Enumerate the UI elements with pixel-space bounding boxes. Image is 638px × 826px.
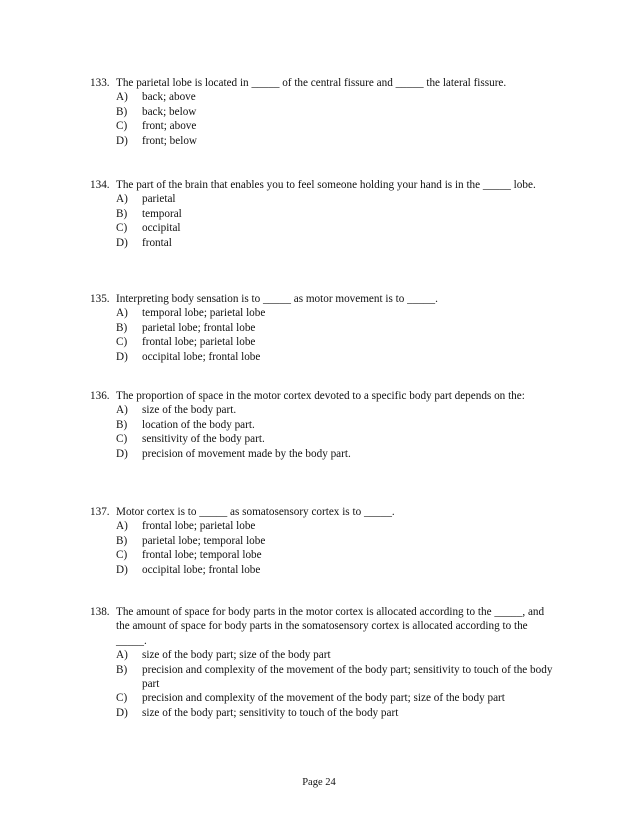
option-text: location of the body part. — [142, 418, 255, 431]
option-text: temporal — [142, 207, 182, 220]
option-text: occipital — [142, 222, 181, 235]
answer-option-c — [116, 432, 560, 446]
answer-option-d — [116, 563, 560, 577]
answer-option-a — [116, 519, 560, 533]
answer-option-a — [116, 192, 560, 206]
question-text: The part of the brain that enables you to feel someone holding your hand is in the _____ lobe. — [116, 179, 536, 191]
question-stem — [90, 605, 560, 648]
question-number: 136. — [90, 390, 110, 402]
question-stem — [90, 505, 560, 519]
question-stem — [90, 76, 560, 90]
option-letter: C) — [116, 222, 128, 235]
answer-option-b — [116, 663, 560, 692]
question-133 — [90, 76, 560, 148]
option-text: frontal lobe; parietal lobe — [142, 336, 256, 349]
answer-option-b — [116, 321, 560, 335]
option-letter: B) — [116, 534, 128, 547]
option-letter: A) — [116, 193, 128, 206]
option-text: front; below — [142, 134, 197, 147]
option-text: parietal lobe; temporal lobe — [142, 534, 266, 547]
answer-option-c — [116, 221, 560, 235]
answer-option-a — [116, 403, 560, 417]
option-text: size of the body part. — [142, 404, 237, 417]
answer-option-a — [116, 648, 560, 662]
answer-options — [90, 306, 560, 364]
answer-options — [90, 403, 560, 461]
option-text: precision and complexity of the movement of the body part; sensitivity to touch of the body part — [142, 663, 553, 691]
answer-option-b — [116, 207, 560, 221]
question-stem — [90, 389, 560, 403]
answer-options — [90, 648, 560, 720]
answer-option-d — [116, 236, 560, 250]
option-letter: A) — [116, 649, 128, 662]
option-text: size of the body part; sensitivity to touch of the body part — [142, 706, 399, 719]
answer-options — [90, 192, 560, 250]
option-letter: D) — [116, 447, 128, 460]
answer-option-d — [116, 350, 560, 364]
option-letter: C) — [116, 692, 128, 705]
question-text: The amount of space for body parts in the motor cortex is allocated according to the _____, and the amount of space for body parts in the somatosensory cortex is allocated according to the _____. — [116, 606, 545, 647]
option-letter: A) — [116, 91, 128, 104]
option-letter: A) — [116, 307, 128, 320]
answer-options — [90, 519, 560, 577]
option-letter: C) — [116, 433, 128, 446]
option-letter: D) — [116, 563, 128, 576]
answer-option-d — [116, 706, 560, 720]
answer-option-c — [116, 548, 560, 562]
option-text: occipital lobe; frontal lobe — [142, 350, 261, 363]
option-text: sensitivity of the body part. — [142, 433, 265, 446]
option-letter: B) — [116, 663, 128, 676]
question-text: The proportion of space in the motor cortex devoted to a specific body part depends on the: — [116, 390, 525, 402]
answer-option-b — [116, 418, 560, 432]
option-letter: B) — [116, 321, 128, 334]
question-number: 138. — [90, 606, 110, 618]
option-letter: C) — [116, 120, 128, 133]
question-number: 133. — [90, 77, 110, 89]
option-letter: B) — [116, 207, 128, 220]
option-text: precision and complexity of the movement of the body part; size of the body part — [142, 692, 505, 705]
question-136 — [90, 389, 560, 461]
option-text: precision of movement made by the body part. — [142, 447, 351, 460]
option-letter: B) — [116, 418, 128, 431]
question-138 — [90, 605, 560, 720]
option-text: back; above — [142, 91, 196, 104]
question-stem — [90, 292, 560, 306]
question-text: The parietal lobe is located in _____ of the central fissure and _____ the lateral fissure. — [116, 77, 507, 89]
option-text: occipital lobe; frontal lobe — [142, 563, 261, 576]
option-text: parietal — [142, 193, 176, 206]
option-letter: D) — [116, 134, 128, 147]
question-137 — [90, 505, 560, 577]
option-text: back; below — [142, 105, 197, 118]
option-letter: D) — [116, 350, 128, 363]
answer-option-c — [116, 691, 560, 705]
option-letter: C) — [116, 549, 128, 562]
question-134 — [90, 178, 560, 250]
question-number: 134. — [90, 179, 110, 191]
option-text: parietal lobe; frontal lobe — [142, 321, 256, 334]
option-text: frontal lobe; parietal lobe — [142, 520, 256, 533]
page-number: Page 24 — [302, 777, 336, 788]
option-letter: B) — [116, 105, 128, 118]
answer-option-a — [116, 306, 560, 320]
answer-option-d — [116, 447, 560, 461]
option-letter: A) — [116, 520, 128, 533]
option-letter: C) — [116, 336, 128, 349]
option-letter: D) — [116, 236, 128, 249]
answer-option-a — [116, 90, 560, 104]
option-text: temporal lobe; parietal lobe — [142, 307, 266, 320]
question-text: Motor cortex is to _____ as somatosensory cortex is to _____. — [116, 506, 395, 518]
option-letter: D) — [116, 706, 128, 719]
answer-options — [90, 90, 560, 148]
answer-option-c — [116, 335, 560, 349]
answer-option-b — [116, 534, 560, 548]
question-135 — [90, 292, 560, 364]
answer-option-d — [116, 134, 560, 148]
question-stem — [90, 178, 560, 192]
question-number: 135. — [90, 293, 110, 305]
option-text: frontal lobe; temporal lobe — [142, 549, 262, 562]
option-text: size of the body part; size of the body part — [142, 649, 331, 662]
option-text: frontal — [142, 236, 172, 249]
answer-option-b — [116, 105, 560, 119]
answer-option-c — [116, 119, 560, 133]
question-text: Interpreting body sensation is to _____ as motor movement is to _____. — [116, 293, 438, 305]
option-letter: A) — [116, 404, 128, 417]
question-number: 137. — [90, 506, 110, 518]
option-text: front; above — [142, 120, 197, 133]
